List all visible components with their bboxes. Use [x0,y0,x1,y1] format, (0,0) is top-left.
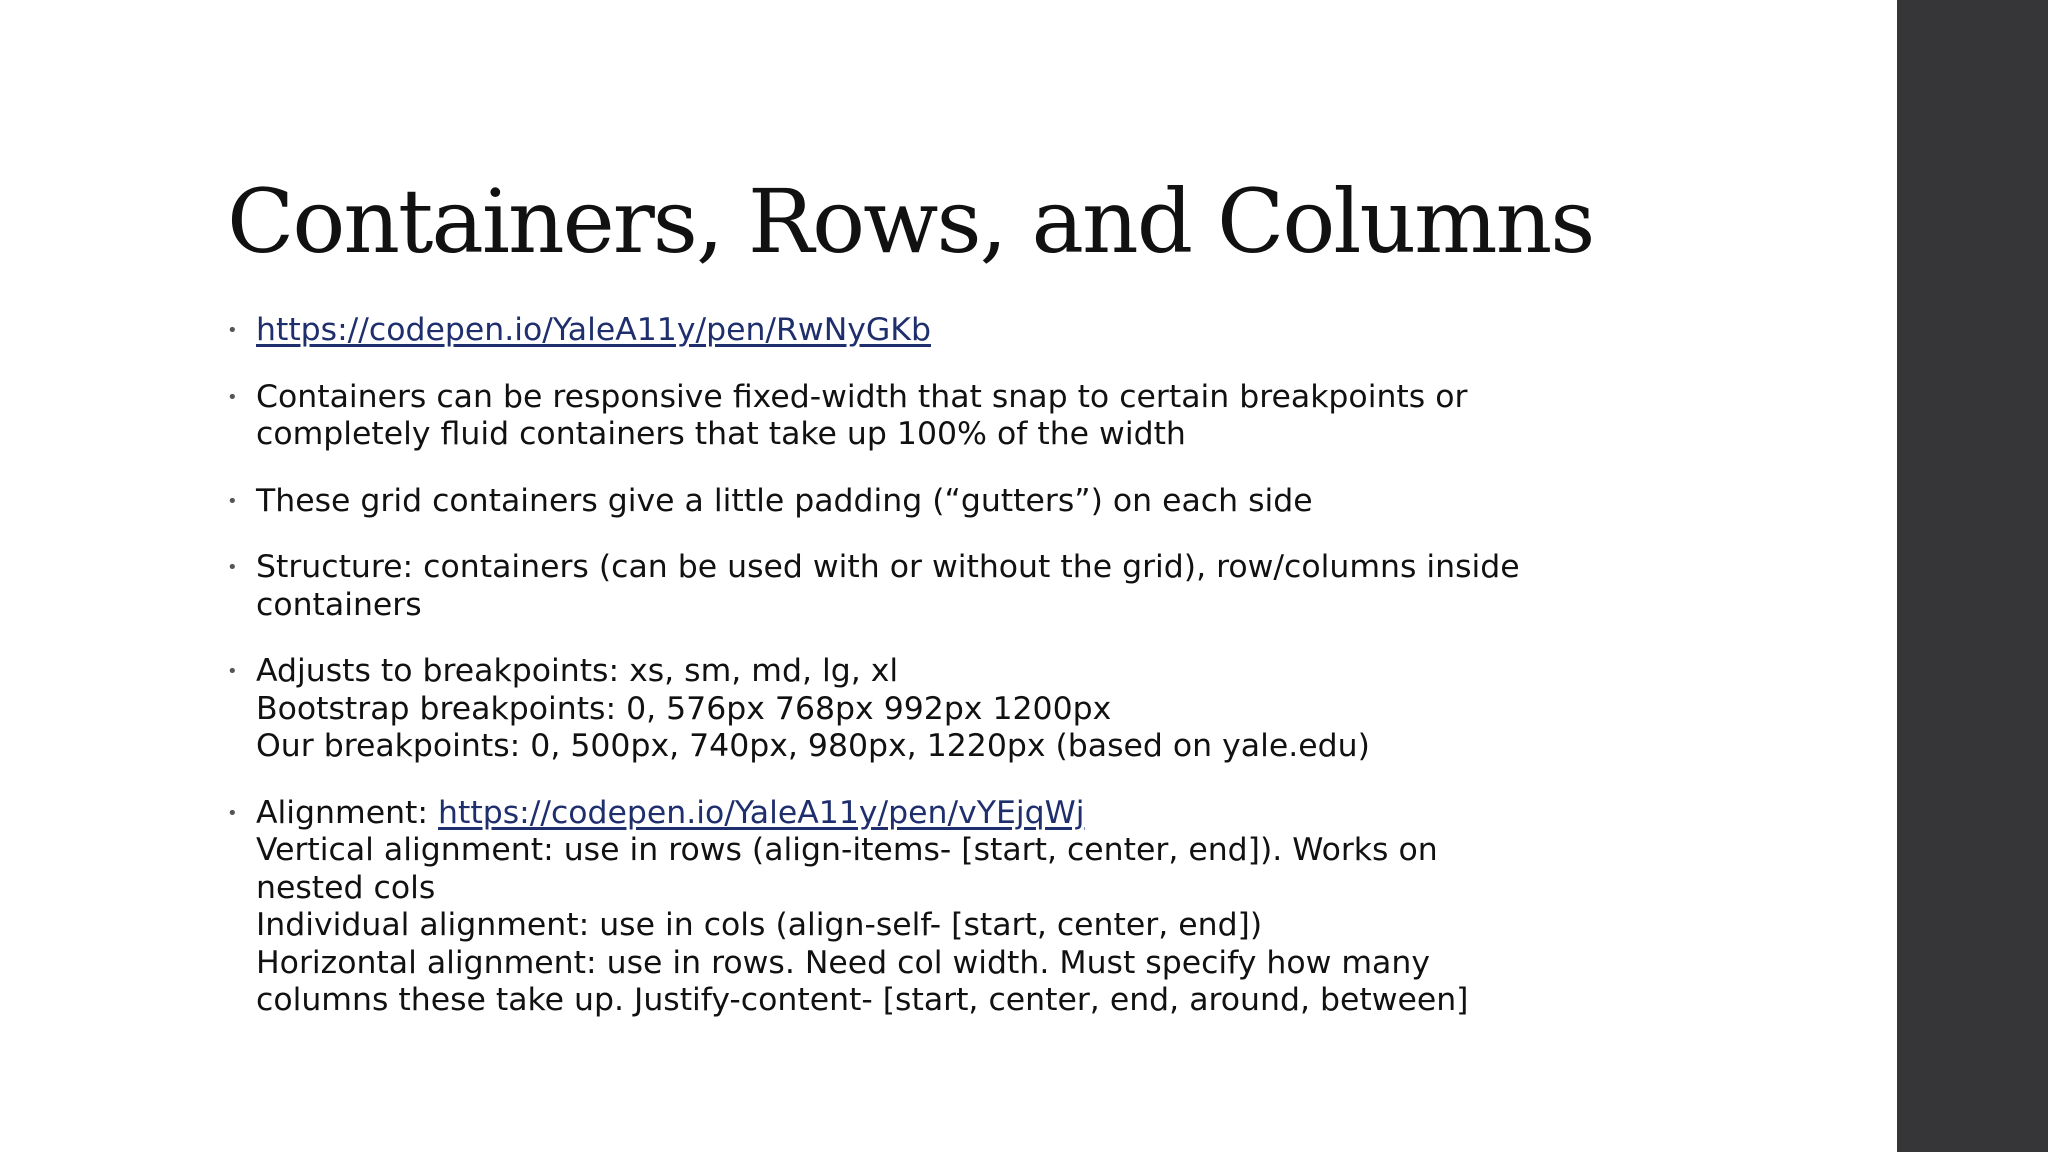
bullet-item [227,379,1867,454]
bullet-dot-icon: • [227,802,238,824]
codepen-alignment-link[interactable]: https://codepen.io/YaleA11y/pen/vYEjqWj [438,794,1085,831]
bullet-dot-icon: • [227,661,238,682]
bullet-text-line: Structure: containers (can be used with or without the grid), row/columns inside [256,549,1520,585]
bullet-dot-icon: • [227,320,238,341]
bullet-text-line: Containers can be responsive fixed-width that snap to certain breakpoints or [256,378,1468,415]
alignment-line [256,795,1867,833]
bullet-text-line: completely fluid containers that take up 100% of the width [256,416,1186,452]
bullet-text-line: Bootstrap breakpoints: 0, 576px 768px 992px 1200px [256,690,1112,727]
bullet-dot-icon: • [227,386,238,408]
bullet-text-line: Vertical alignment: use in rows (align-items- [start, center, end]). Works on [256,832,1438,868]
bullet-text-line: containers [256,586,422,623]
bullet-text-line: These grid containers give a little padding (“gutters”) on each side [256,482,1313,519]
bullet-text-line: columns these take up. Justify-content- [start, center, end, around, between] [256,982,1469,1018]
bullet-text-line: Horizontal alignment: use in rows. Need col width. Must specify how many [256,944,1430,981]
bullet-item [227,653,1867,766]
bullet-dot-icon: • [227,557,238,578]
right-sidebar [1897,0,2048,1152]
bullet-item [227,795,1867,1020]
bullet-list [227,312,1867,1049]
bullet-item [227,312,1867,350]
bullet-item [227,483,1867,521]
bullet-text-line: nested cols [256,869,436,906]
bullet-dot-icon: • [227,490,238,512]
codepen-grid-link[interactable]: https://codepen.io/YaleA11y/pen/RwNyGKb [256,312,931,348]
bullet-text-line: Our breakpoints: 0, 500px, 740px, 980px, 1220px (based on yale.edu) [256,728,1370,764]
alignment-prefix: Alignment: [256,794,439,831]
bullet-text-line: Adjusts to breakpoints: xs, sm, md, lg, xl [256,653,899,689]
slide-title: Containers, Rows, and Columns [227,170,1594,273]
bullet-text-line: Individual alignment: use in cols (align-self- [start, center, end]) [256,907,1263,943]
bullet-item [227,549,1867,624]
